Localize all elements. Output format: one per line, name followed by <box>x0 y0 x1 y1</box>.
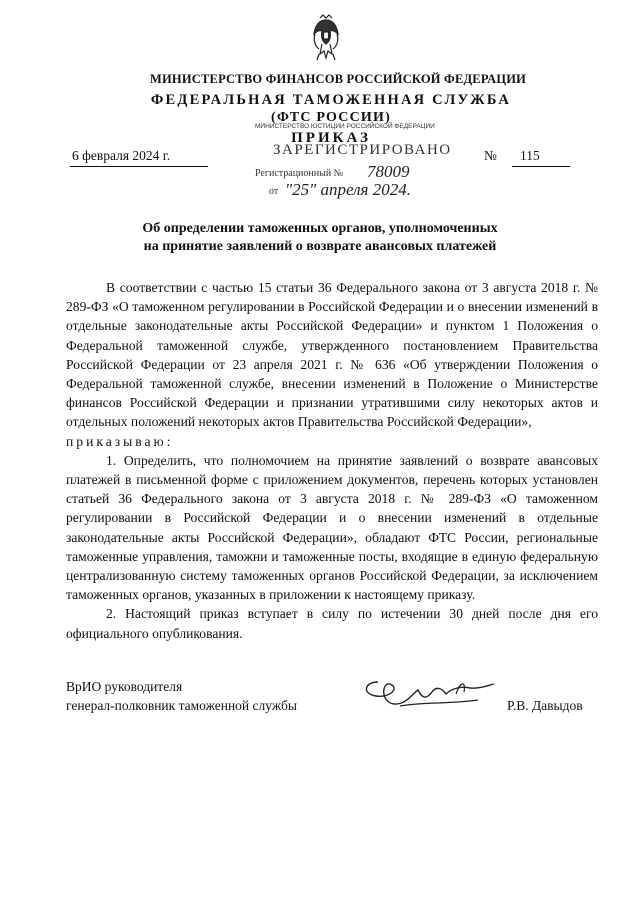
document-type: ПРИКАЗ <box>291 130 371 146</box>
number-label: № <box>484 148 497 163</box>
item-2-paragraph: 2. Настоящий приказ вступает в силу по истечении 30 дней после дня его официального опубликования. <box>66 606 598 641</box>
title-line-1: Об определении таможенных органов, уполномоченных <box>142 221 498 236</box>
signer-role-line-2: генерал-полковник таможенной службы <box>66 698 297 713</box>
stamp-ministry-line: МИНИСТЕРСТВО ЮСТИЦИИ РОССИЙСКОЙ ФЕДЕРАЦИИ <box>255 123 435 130</box>
preamble-paragraph: В соответствии с частью 15 статьи 36 Федерального закона от 3 августа 2018 г. № 289-ФЗ «О таможенном регулировании в Российской Федерации и о внесении изменений в отдельные законодательные акты Российской Федерации» и пунктом 1 Положения о Федеральной таможенной службе, утвержденного постановлением Правительства Российской Федерации от 23 апреля 2021 г. № 636 «Об утверждении Положения о Федеральной таможенной службе, внесении изменений в Положение о Министерстве финансов Российской Федерации и признании утратившими силу некоторых актов и отдельных положений некоторых актов Правительства Российской Федерации», <box>66 280 598 430</box>
registration-stamp <box>245 118 455 204</box>
date-underline <box>70 166 208 167</box>
signer-role-line-1: ВрИО руководителя <box>66 679 183 694</box>
ministry-name: МИНИСТЕРСТВО ФИНАНСОВ РОССИЙСКОЙ ФЕДЕРАЦИИ <box>150 72 527 86</box>
stamp-reg-date: "25" апреля 2024. <box>285 180 411 199</box>
handwritten-signature-icon <box>360 674 500 716</box>
item-1-paragraph: 1. Определить, что полномочием на принятие заявлений о возврате авансовых платежей в письменной форме с приложением документов, перечень которых установлен статьей 36 Федерального закона от 3 августа 2018 г. № 289-ФЗ «О таможенном регулировании в Российской Федерации и о внесении изменений в отдельные законодательные акты Российской Федерации», обладают ФТС России, региональные таможенные управления, таможни и таможенные посты, входящие в единую федеральную централизованную систему таможенных органов Российской Федерации, за исключением таможенных органов, указанных в приложении к настоящему приказу. <box>66 452 598 603</box>
stamp-registered: ЗАРЕГИСТРИРОВАНО <box>273 142 452 158</box>
signer-name: Р.В. Давыдов <box>507 698 583 713</box>
service-name: ФЕДЕРАЛЬНАЯ ТАМОЖЕННАЯ СЛУЖБА <box>150 92 512 108</box>
order-word: приказываю: <box>66 433 174 449</box>
number-underline <box>512 166 570 167</box>
double-headed-eagle-icon <box>311 14 341 64</box>
title-line-2: на принятие заявлений о возврате авансовых платежей <box>143 239 497 254</box>
stamp-reg-label: Регистрационный № <box>255 168 344 179</box>
document-body <box>66 278 598 643</box>
stamp-date-label: от <box>269 186 279 197</box>
service-abbreviation: (ФТС РОССИИ) <box>271 110 391 125</box>
document-title <box>100 220 540 256</box>
stamp-reg-number: 78009 <box>367 162 410 181</box>
document-date: 6 февраля 2024 г. <box>72 148 171 163</box>
document-number: 115 <box>520 148 540 163</box>
